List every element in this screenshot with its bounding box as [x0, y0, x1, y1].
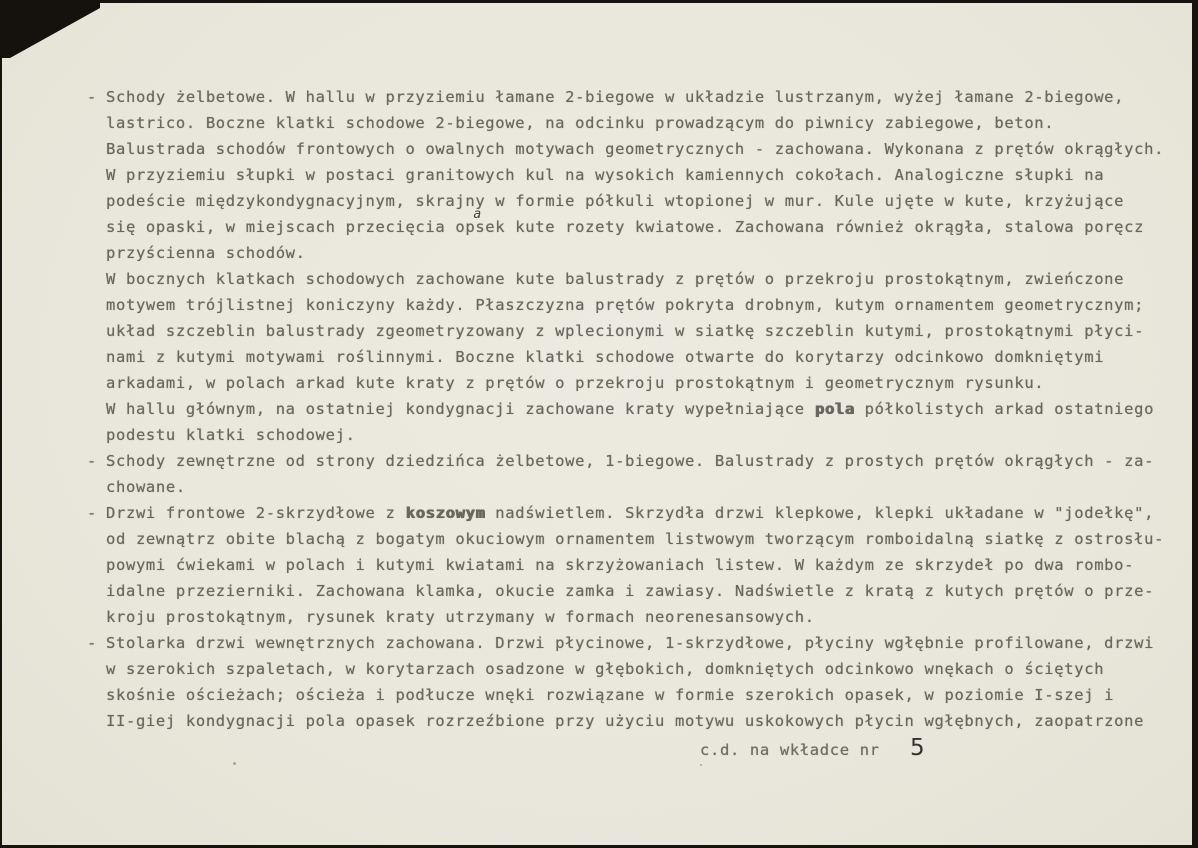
text-line: [106, 474, 1164, 500]
text-line: [106, 207, 1164, 240]
text-line: [106, 552, 1164, 578]
text-line-content: nami z kutymi motywami roślinnymi. Boczne klatki schodowe otwarte do korytarzy odcinkowo domkniętymi: [106, 348, 1105, 366]
paper-speck: [233, 762, 236, 765]
text-line: [106, 188, 1164, 214]
text-line: [106, 318, 1164, 344]
text-line: [106, 422, 1164, 448]
scan-edge-top: [0, 0, 1198, 3]
text-line-content: Stolarka drzwi wewnętrznych zachowana. Drzwi płycinowe, 1-skrzydłowe, płyciny wgłębnie profilowane, drzwi: [106, 634, 1155, 652]
text-line: [106, 344, 1164, 370]
text-line-content: się opaski, w miejscach przecięcia op: [106, 218, 476, 236]
scan-edge-left: [0, 0, 2, 848]
text-line-content: powymi ćwiekami w polach i kutymi kwiatami na skrzyżowaniach listew. W każdym ze skrzydeł po dwa rombo-: [106, 556, 1135, 574]
text-line: [106, 708, 1164, 734]
text-line-content: W hallu głównym, na ostatniej kondygnacji zachowane kraty wypełniające: [106, 400, 815, 418]
typewritten-text: [87, 84, 1165, 734]
bullet-dash: -: [87, 452, 97, 470]
text-line-content: lastrico. Boczne klatki schodowe 2-biegowe, na odcinku prowadzącym do piwnicy zabiegowe, beton.: [106, 114, 1055, 132]
text-line: [106, 526, 1164, 552]
text-line-content: idalne przezierniki. Zachowana klamka, okucie zamka i zawiasy. Nadświetle z kratą z kutych prętów o prze-: [106, 582, 1155, 600]
text-line: [87, 84, 1164, 110]
text-line-content: kroju prostokątnym, rysunek kraty utrzymany w formach neorenesansowych.: [106, 608, 815, 626]
text-line-content: półkolistych arkad ostatniego: [854, 400, 1155, 418]
text-line: [106, 604, 1164, 630]
text-line-content: w szerokich szpaletach, w korytarzach osadzone w głębokich, domkniętych odcinkowo wnękach o ściętych: [106, 660, 1105, 678]
text-line-content: arkadami, w polach arkad kute kraty z prętów o przekroju prostokątnym i geometrycznym rysunku.: [106, 374, 1045, 392]
text-line-content: Drzwi frontowe 2-skrzydłowe z: [106, 504, 406, 522]
text-line: [106, 266, 1164, 292]
text-line-content: Balustrada schodów frontowych o owalnych motywach geometrycznych - zachowana. Wykonana z prętów okrągłych.: [106, 140, 1165, 158]
text-line: [106, 370, 1164, 396]
text-line-content: chowane.: [106, 478, 186, 496]
text-line: [106, 656, 1164, 682]
text-line-content: od zewnątrz obite blachą z bogatym okuciowym ornamentem listwowym tworzącym romboidalną siatkę z ostrosłu-: [106, 530, 1165, 548]
text-line: [87, 448, 1164, 474]
text-line: [87, 500, 1164, 526]
text-line: [106, 110, 1164, 136]
text-line-content: Schody żelbetowe. W hallu w przyziemiu łamane 2-biegowe w układzie lustrzanym, wyżej łamane 2-biegowe,: [106, 88, 1125, 106]
paper-speck: [700, 764, 702, 766]
text-line-content: podeście międzykondygnacyjnym, skrajny w formie półkuli wtopionej w mur. Kule ujęte w kute, krzyżujące: [106, 192, 1125, 210]
text-line: [106, 578, 1164, 604]
text-line: [106, 396, 1164, 422]
page-insert-number: 5: [910, 735, 925, 761]
text-line-content: przyścienna schodów.: [106, 244, 306, 262]
text-line: [106, 136, 1164, 162]
text-line-content: W przyziemiu słupki w postaci granitowych kul na wysokich kamiennych cokołach. Analogiczne słupki na: [106, 166, 1105, 184]
text-line-content: W bocznych klatkach schodowych zachowane kute balustrady z prętów o przekroju prostokątnym, zwieńczone: [106, 270, 1125, 288]
text-line-content: podestu klatki schodowej.: [106, 426, 356, 444]
scan-corner-wedge: [0, 0, 100, 58]
bullet-dash: -: [87, 504, 97, 522]
text-line-content: II-giej kondygnacji pola opasek rozrzeźbione przy użyciu motywu uskokowych płycin wgłębnych, zaopatrzone: [106, 712, 1145, 730]
text-line-content: układ szczeblin balustrady zgeometryzowany z wplecionymi w siatkę szczeblin kutymi, prostokątnymi płyci-: [106, 322, 1145, 340]
handwritten-correction: a: [473, 207, 482, 222]
text-line: [87, 630, 1164, 656]
overstruck-word: pola: [814, 400, 855, 418]
text-line: [106, 240, 1164, 266]
text-line-content: sek kute rozety kwiatowe. Zachowana również okrągła, stalowa poręcz: [475, 218, 1145, 236]
bullet-dash: -: [87, 88, 97, 106]
scan-edge-right: [1192, 0, 1198, 848]
text-line: [106, 682, 1164, 708]
text-line: [106, 292, 1164, 318]
text-line: [106, 162, 1164, 188]
text-line-content: motywem trójlistnej koniczyny każdy. Płaszczyzna prętów pokryta drobnym, kutym ornamentem geometrycznym;: [106, 296, 1145, 314]
continuation-note: c.d. na wkładce nr: [700, 741, 880, 759]
text-line-content: skośnie ościeżach; ościeża i podłucze wnęki rozwiązane w formie szerokich opasek, w poziomie I-szej i: [106, 686, 1115, 704]
text-line-content: Schody zewnętrzne od strony dziedzińca żelbetowe, 1-biegowe. Balustrady z prostych prętów okrągłych - za-: [106, 452, 1155, 470]
bullet-dash: -: [87, 634, 97, 652]
text-line-content: nadświetlem. Skrzydła drzwi klepkowe, klepki układane w "jodełkę",: [485, 504, 1155, 522]
overstruck-word: koszowym: [405, 504, 486, 522]
